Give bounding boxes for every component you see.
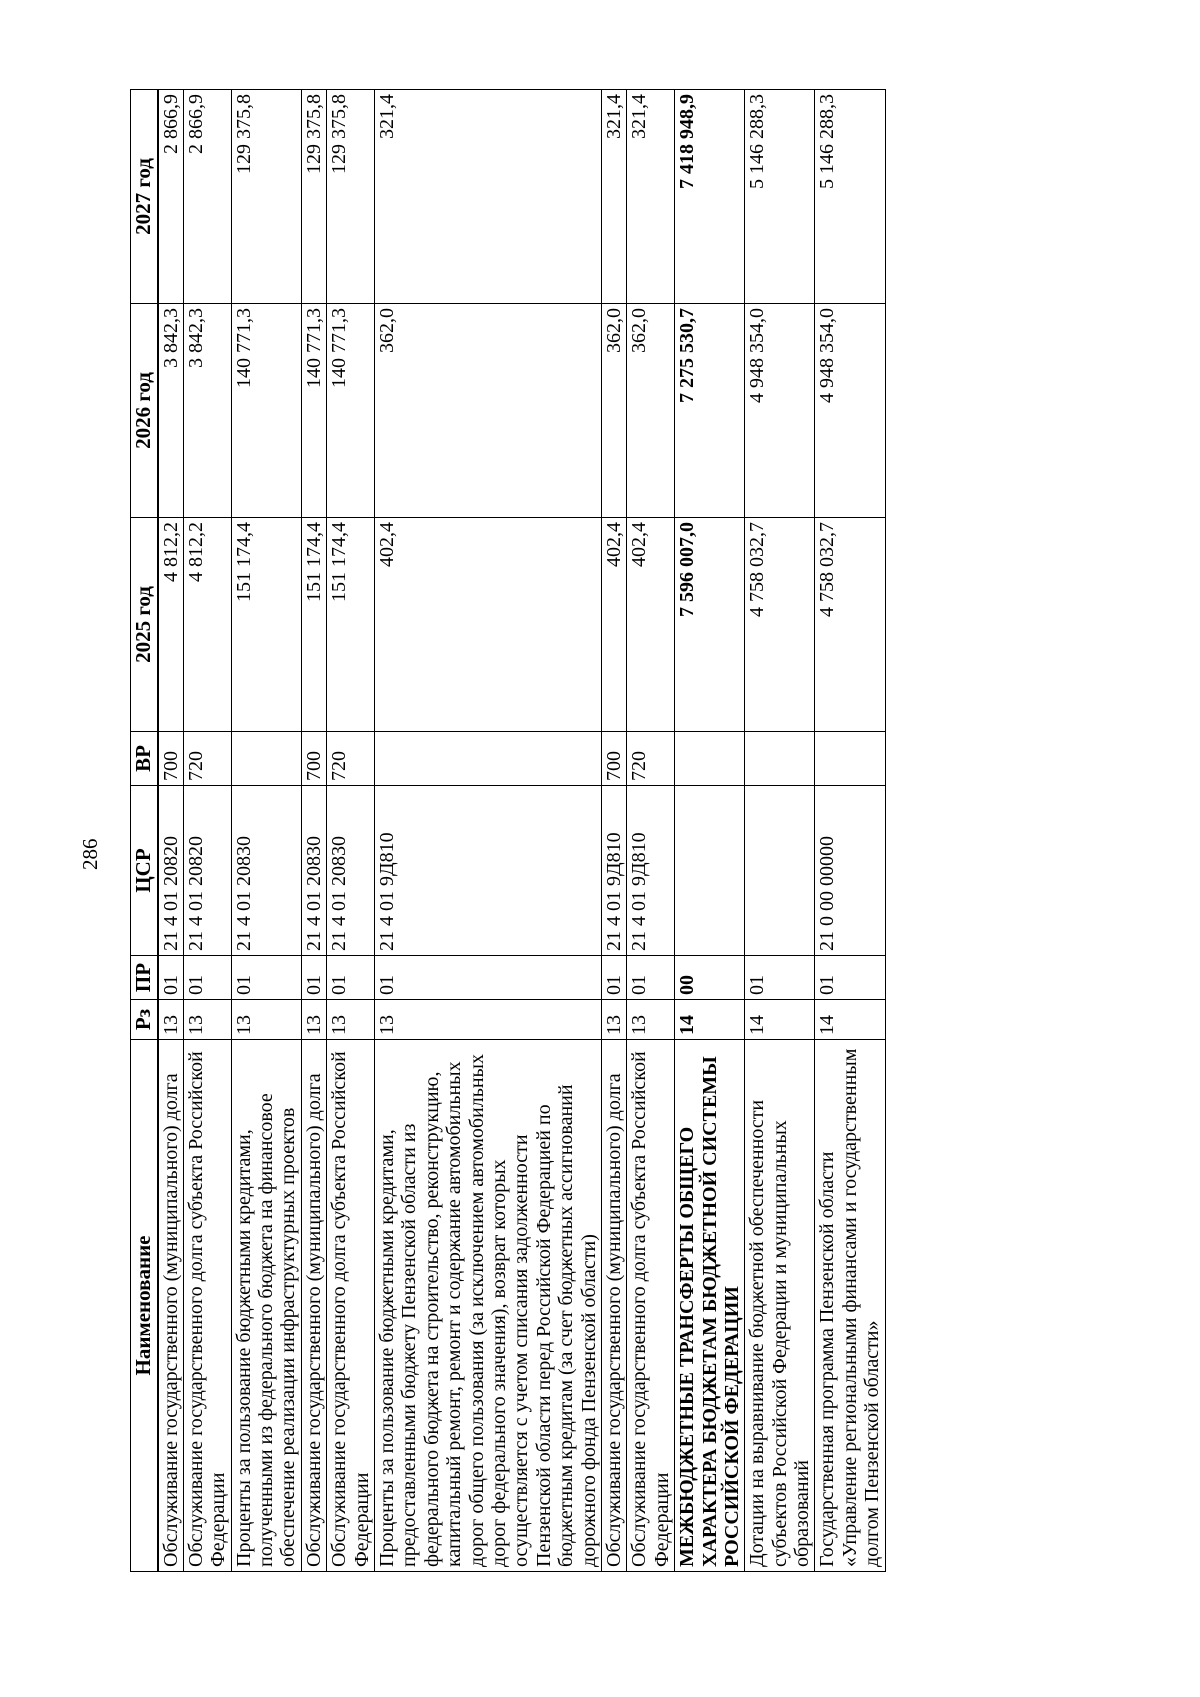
header-name: Наименование xyxy=(131,1040,158,1572)
table-row xyxy=(815,90,885,1572)
cell-csr: 21 4 01 9Д810 xyxy=(375,786,602,956)
cell-vr xyxy=(375,732,602,786)
cell-2026: 4 948 354,0 xyxy=(815,304,885,518)
cell-2025: 151 174,4 xyxy=(301,518,326,732)
cell-rz: 13 xyxy=(183,1000,231,1040)
cell-2026: 362,0 xyxy=(627,304,675,518)
header-2025: 2025 год xyxy=(131,518,158,732)
cell-name: Проценты за пользование бюджетными кредитами, предоставленными бюджету Пензенской области из федерального бюджета на строительство, реконструкцию, капитальный ремонт, ремонт и содержание автомобильных дорог общего пользования (за исключением автомобильных дорог федерального значения), возврат которых осуществляется с учетом списания задолженности Пензенской области перед Российской Федерацией по бюджетным кредитам (за счет бюджетных ассигнований дорожного фонда Пензенской области) xyxy=(375,1040,602,1572)
cell-2025: 4 758 032,7 xyxy=(745,518,815,732)
cell-csr: 21 4 01 20830 xyxy=(301,786,326,956)
budget-table-container xyxy=(130,90,1065,1572)
table-row xyxy=(231,90,301,1572)
cell-vr xyxy=(815,732,885,786)
cell-name: Обслуживание государственного (муниципального) долга xyxy=(158,1040,184,1572)
cell-name: Дотации на выравнивание бюджетной обеспеченности субъектов Российской Федерации и муниципальных образований xyxy=(745,1040,815,1572)
cell-2026: 140 771,3 xyxy=(301,304,326,518)
cell-csr: 21 4 01 9Д810 xyxy=(627,786,675,956)
cell-pr: 01 xyxy=(231,956,301,1000)
table-row xyxy=(183,90,231,1572)
cell-2025: 4 812,2 xyxy=(158,518,184,732)
cell-2026: 3 842,3 xyxy=(183,304,231,518)
cell-rz: 13 xyxy=(231,1000,301,1040)
table-row xyxy=(327,90,375,1572)
cell-2026: 3 842,3 xyxy=(158,304,184,518)
cell-2027: 129 375,8 xyxy=(301,90,326,304)
cell-name: Обслуживание государственного (муниципального) долга xyxy=(301,1040,326,1572)
cell-pr: 01 xyxy=(183,956,231,1000)
cell-2025: 151 174,4 xyxy=(327,518,375,732)
cell-2027: 7 418 948,9 xyxy=(675,90,745,304)
cell-pr: 01 xyxy=(375,956,602,1000)
header-2027: 2027 год xyxy=(131,90,158,304)
cell-name: Обслуживание государственного долга субъекта Российской Федерации xyxy=(627,1040,675,1572)
cell-pr: 01 xyxy=(815,956,885,1000)
cell-2025: 402,4 xyxy=(627,518,675,732)
cell-rz: 14 xyxy=(815,1000,885,1040)
cell-pr: 01 xyxy=(301,956,326,1000)
cell-2026: 362,0 xyxy=(601,304,626,518)
cell-2027: 5 146 288,3 xyxy=(815,90,885,304)
page-number: 286 xyxy=(78,838,102,870)
cell-pr: 01 xyxy=(327,956,375,1000)
cell-2027: 5 146 288,3 xyxy=(745,90,815,304)
cell-vr xyxy=(675,732,745,786)
header-pr: ПР xyxy=(131,956,158,1000)
cell-2025: 4 758 032,7 xyxy=(815,518,885,732)
cell-2027: 321,4 xyxy=(627,90,675,304)
cell-rz: 13 xyxy=(301,1000,326,1040)
cell-vr: 700 xyxy=(301,732,326,786)
cell-2027: 2 866,9 xyxy=(158,90,184,304)
cell-2025: 402,4 xyxy=(375,518,602,732)
cell-name: МЕЖБЮДЖЕТНЫЕ ТРАНСФЕРТЫ ОБЩЕГО ХАРАКТЕРА БЮДЖЕТАМ БЮДЖЕТНОЙ СИСТЕМЫ РОССИЙСКОЙ ФЕДЕРАЦИИ xyxy=(675,1040,745,1572)
header-vr: ВР xyxy=(131,732,158,786)
table-row xyxy=(301,90,326,1572)
cell-vr xyxy=(745,732,815,786)
cell-pr: 01 xyxy=(745,956,815,1000)
cell-2026: 362,0 xyxy=(375,304,602,518)
cell-name: Обслуживание государственного (муниципального) долга xyxy=(601,1040,626,1572)
cell-vr: 720 xyxy=(183,732,231,786)
cell-2027: 129 375,8 xyxy=(231,90,301,304)
cell-vr: 700 xyxy=(158,732,184,786)
table-row-section-total xyxy=(675,90,745,1572)
cell-csr xyxy=(745,786,815,956)
cell-2025: 402,4 xyxy=(601,518,626,732)
cell-pr: 00 xyxy=(675,956,745,1000)
cell-rz: 14 xyxy=(745,1000,815,1040)
budget-table xyxy=(130,89,886,1572)
table-row xyxy=(601,90,626,1572)
cell-2025: 7 596 007,0 xyxy=(675,518,745,732)
cell-vr: 720 xyxy=(627,732,675,786)
cell-2027: 321,4 xyxy=(375,90,602,304)
header-csr: ЦСР xyxy=(131,786,158,956)
table-row xyxy=(158,90,184,1572)
cell-name: Обслуживание государственного долга субъекта Российской Федерации xyxy=(327,1040,375,1572)
cell-2025: 151 174,4 xyxy=(231,518,301,732)
cell-rz: 13 xyxy=(601,1000,626,1040)
cell-2026: 7 275 530,7 xyxy=(675,304,745,518)
cell-vr: 720 xyxy=(327,732,375,786)
cell-2025: 4 812,2 xyxy=(183,518,231,732)
table-row xyxy=(375,90,602,1572)
cell-vr: 700 xyxy=(601,732,626,786)
cell-2026: 4 948 354,0 xyxy=(745,304,815,518)
cell-csr: 21 0 00 00000 xyxy=(815,786,885,956)
cell-csr: 21 4 01 20820 xyxy=(183,786,231,956)
cell-2027: 321,4 xyxy=(601,90,626,304)
cell-name: Обслуживание государственного долга субъекта Российской Федерации xyxy=(183,1040,231,1572)
cell-name: Проценты за пользование бюджетными кредитами, полученными из федерального бюджета на финансовое обеспечение реализации инфраструктурных проектов xyxy=(231,1040,301,1572)
cell-csr: 21 4 01 20820 xyxy=(158,786,184,956)
cell-2026: 140 771,3 xyxy=(231,304,301,518)
cell-rz: 13 xyxy=(327,1000,375,1040)
table-row xyxy=(745,90,815,1572)
header-2026: 2026 год xyxy=(131,304,158,518)
cell-vr xyxy=(231,732,301,786)
cell-rz: 13 xyxy=(627,1000,675,1040)
table-row xyxy=(627,90,675,1572)
cell-name: Государственная программа Пензенской области «Управление региональными финансами и государственным долгом Пензенской области» xyxy=(815,1040,885,1572)
cell-pr: 01 xyxy=(627,956,675,1000)
cell-2027: 2 866,9 xyxy=(183,90,231,304)
cell-2026: 140 771,3 xyxy=(327,304,375,518)
cell-rz: 14 xyxy=(675,1000,745,1040)
cell-csr xyxy=(675,786,745,956)
cell-pr: 01 xyxy=(601,956,626,1000)
header-rz: Рз xyxy=(131,1000,158,1040)
cell-csr: 21 4 01 20830 xyxy=(231,786,301,956)
cell-csr: 21 4 01 20830 xyxy=(327,786,375,956)
cell-rz: 13 xyxy=(375,1000,602,1040)
cell-rz: 13 xyxy=(158,1000,184,1040)
cell-csr: 21 4 01 9Д810 xyxy=(601,786,626,956)
table-header-row xyxy=(131,90,158,1572)
cell-2027: 129 375,8 xyxy=(327,90,375,304)
cell-pr: 01 xyxy=(158,956,184,1000)
